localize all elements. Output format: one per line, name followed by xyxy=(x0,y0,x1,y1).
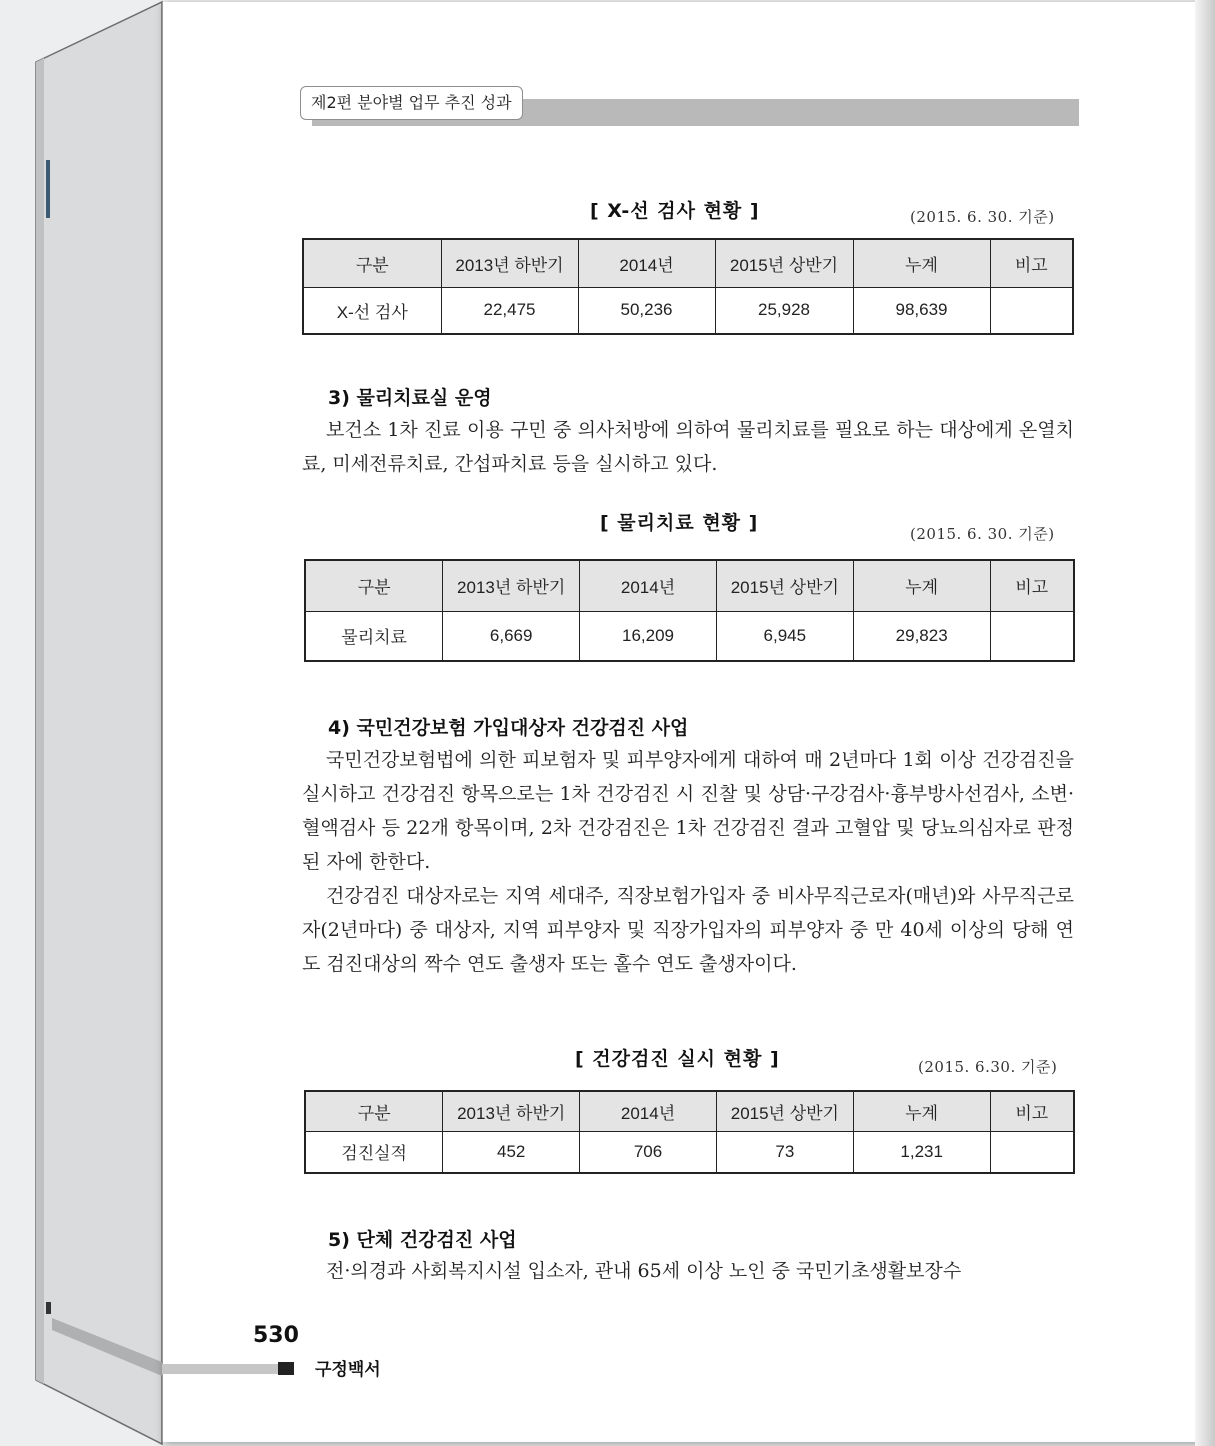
section-3-heading: 3) 물리치료실 운영 xyxy=(328,387,492,409)
table-header-cell: 누계 xyxy=(853,1091,990,1131)
footer-block xyxy=(278,1362,294,1375)
table-header-cell: 2015년 상반기 xyxy=(715,239,853,287)
physio-table-note: (2015. 6. 30. 기준) xyxy=(910,525,1055,543)
paragraph: 보건소 1차 진료 이용 구민 중 의사처방에 의하여 물리치료를 필요로 하는 대상에게 온열치료, 미세전류치료, 간섭파치료 등을 실시하고 있다. xyxy=(302,419,1074,475)
table-cell: 98,639 xyxy=(853,287,990,334)
table-header-cell: 구분 xyxy=(305,1091,443,1131)
table-header-cell: 2013년 하반기 xyxy=(443,1091,580,1131)
table-header-cell: 구분 xyxy=(305,560,443,611)
table-header-cell: 누계 xyxy=(853,560,990,611)
book-title: 구정백서 xyxy=(315,1360,381,1380)
table-cell: 6,669 xyxy=(443,611,580,661)
table-cell: 물리치료 xyxy=(305,611,443,661)
checkup-table-title: [ 건강검진 실시 현황 ] xyxy=(575,1048,780,1070)
table-row xyxy=(305,1131,1074,1173)
table-cell xyxy=(990,611,1074,661)
physio-table-title: [ 물리치료 현황 ] xyxy=(600,512,759,534)
table-cell: 29,823 xyxy=(853,611,990,661)
xray-table-title: [ X-선 검사 현황 ] xyxy=(590,200,760,222)
table-cell: 검진실적 xyxy=(305,1131,443,1173)
table-header-cell: 2014년 xyxy=(580,1091,717,1131)
checkup-table xyxy=(304,1090,1075,1174)
footer-bar xyxy=(162,1364,278,1374)
table-header-cell: 비고 xyxy=(990,1091,1074,1131)
table-header-cell: 2013년 하반기 xyxy=(441,239,578,287)
checkup-table-note: (2015. 6.30. 기준) xyxy=(918,1058,1058,1076)
table-cell: 706 xyxy=(580,1131,717,1173)
paragraph: 국민건강보험법에 의한 피보험자 및 피부양자에게 대하여 매 2년마다 1회 이상 건강검진을 실시하고 건강검진 항목으로는 1차 건강검진 시 진찰 및 상담·구강검사·흉부방사선검사, 소변·혈액검사 등 22개 항목이며, 2차 건강검진은 1차 건강검진 결과 고혈압 및 당뇨의심자로 판정된 자에 한한다. xyxy=(302,749,1074,873)
section-4-body xyxy=(302,743,1074,981)
table-header-cell: 누계 xyxy=(853,239,990,287)
paragraph: 전·의경과 사회복지시설 입소자, 관내 65세 이상 노인 중 국민기초생활보장수 xyxy=(326,1260,962,1282)
table-cell: 50,236 xyxy=(578,287,715,334)
book-spine xyxy=(0,0,170,1446)
table-header-cell: 비고 xyxy=(990,239,1073,287)
table-header-cell: 2015년 상반기 xyxy=(716,1091,853,1131)
table-cell xyxy=(990,287,1073,334)
table-cell: X-선 검사 xyxy=(303,287,441,334)
table-cell: 1,231 xyxy=(853,1131,990,1173)
table-header-cell: 비고 xyxy=(990,560,1074,611)
table-header-cell: 구분 xyxy=(303,239,441,287)
table-cell: 73 xyxy=(716,1131,853,1173)
table-header-cell: 2013년 하반기 xyxy=(443,560,580,611)
table-cell: 25,928 xyxy=(715,287,853,334)
table-cell xyxy=(990,1131,1074,1173)
page-number: 530 xyxy=(253,1323,299,1348)
section-5-heading: 5) 단체 건강검진 사업 xyxy=(328,1229,517,1251)
table-header-cell: 2015년 상반기 xyxy=(716,560,853,611)
paragraph: 건강검진 대상자로는 지역 세대주, 직장보험가입자 중 비사무직근로자(매년)와 사무직근로자(2년마다) 중 대상자, 지역 피부양자 및 직장가입자의 피부양자 중 만 40세 이상의 당해 연도 검진대상의 짝수 연도 출생자 또는 홀수 연도 출생자이다. xyxy=(302,885,1074,975)
physio-table xyxy=(304,559,1075,662)
section-5-body xyxy=(302,1254,1074,1288)
table-cell: 6,945 xyxy=(716,611,853,661)
section-3-body xyxy=(302,413,1074,481)
page-edge xyxy=(1195,0,1215,1446)
table-cell: 22,475 xyxy=(441,287,578,334)
table-header-cell: 2014년 xyxy=(578,239,715,287)
table-header-cell: 2014년 xyxy=(580,560,717,611)
xray-table xyxy=(302,238,1074,335)
table-row xyxy=(303,287,1073,334)
section-4-heading: 4) 국민건강보험 가입대상자 건강검진 사업 xyxy=(328,717,689,739)
table-row xyxy=(305,611,1074,661)
table-cell: 452 xyxy=(443,1131,580,1173)
table-cell: 16,209 xyxy=(580,611,717,661)
chapter-header: 제2편 분야별 업무 추진 성과 xyxy=(300,86,523,120)
xray-table-note: (2015. 6. 30. 기준) xyxy=(910,208,1055,226)
